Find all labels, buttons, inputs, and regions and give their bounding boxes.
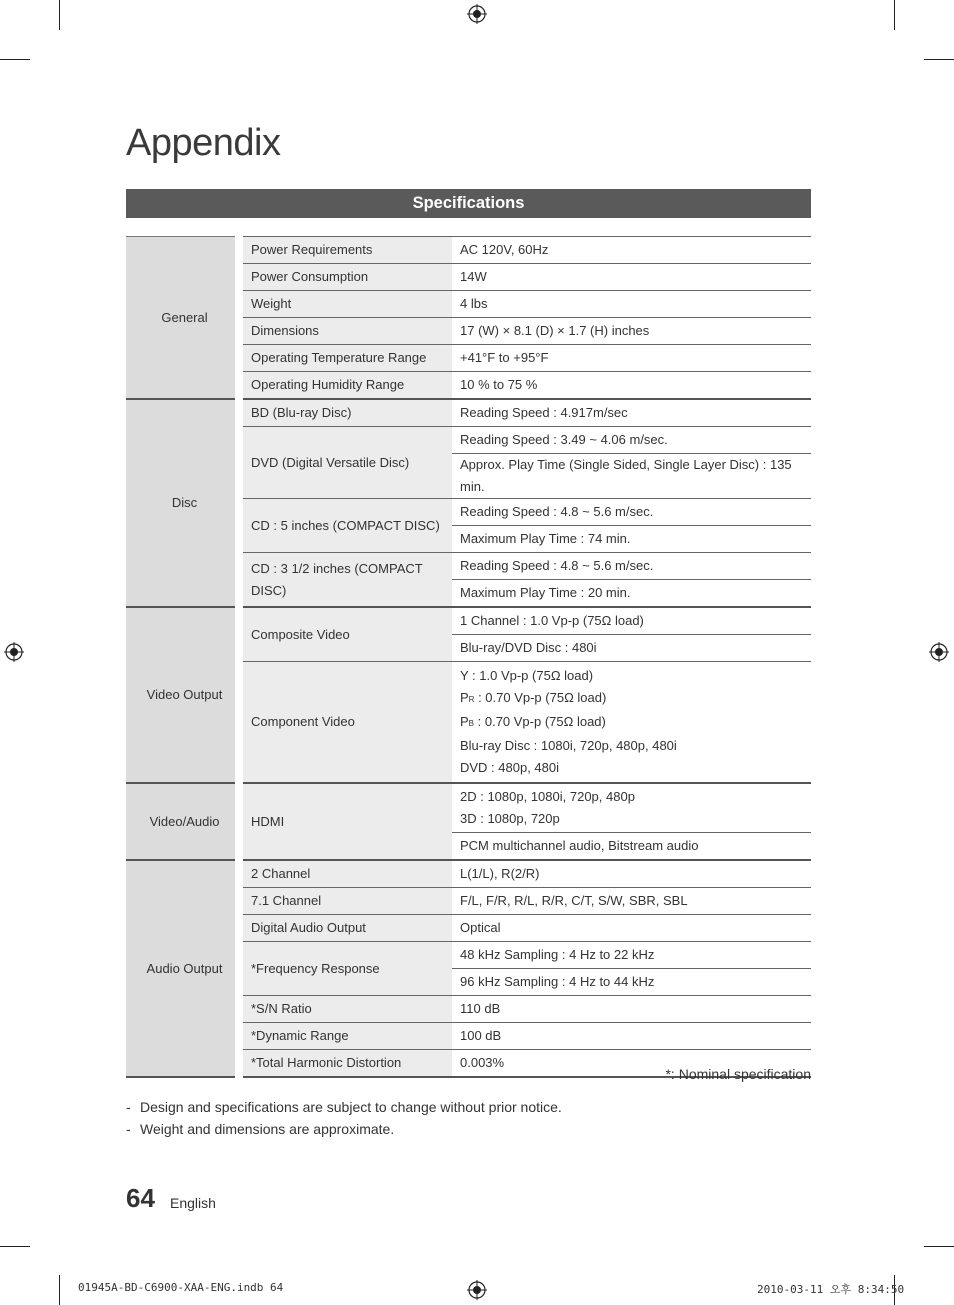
value-line: Blu-ray Disc : 1080i, 720p, 480p, 480i xyxy=(460,738,677,753)
value-line: PR : 0.70 Vp-p (75Ω load) xyxy=(460,690,607,705)
section-heading: Specifications xyxy=(126,189,811,218)
registration-mark-icon xyxy=(467,1280,487,1300)
param-cell: 7.1 Channel xyxy=(243,888,452,915)
param-cell: Digital Audio Output xyxy=(243,915,452,942)
value-line: PB : 0.70 Vp-p (75Ω load) xyxy=(460,714,606,729)
table-row xyxy=(126,860,811,888)
value-cell: Maximum Play Time : 74 min. xyxy=(452,526,811,553)
param-cell: *Frequency Response xyxy=(243,942,452,996)
dash-marker: - xyxy=(126,1121,131,1137)
value-cell: Maximum Play Time : 20 min. xyxy=(452,580,811,608)
note-text: Weight and dimensions are approximate. xyxy=(140,1121,395,1137)
crop-mark xyxy=(59,1275,60,1305)
value-cell: 14W xyxy=(452,264,811,291)
crop-mark xyxy=(0,59,30,60)
param-cell: *Total Harmonic Distortion xyxy=(243,1050,452,1078)
param-cell: Operating Humidity Range xyxy=(243,372,452,400)
table-row xyxy=(126,237,811,264)
note-text: Design and specifications are subject to change without prior notice. xyxy=(140,1099,562,1115)
value-cell: PCM multichannel audio, Bitstream audio xyxy=(452,833,811,861)
value-line: DVD : 480p, 480i xyxy=(460,760,560,775)
crop-mark xyxy=(0,1246,30,1247)
dash-marker: - xyxy=(126,1099,131,1115)
category-cell: Video/Audio xyxy=(126,783,235,860)
registration-mark-icon xyxy=(467,4,487,24)
footnote: *: Nominal specification xyxy=(665,1066,811,1082)
specifications-table xyxy=(126,236,811,1078)
table-row xyxy=(126,783,811,833)
param-cell: BD (Blu-ray Disc) xyxy=(243,399,452,427)
crop-mark xyxy=(924,59,954,60)
list-item xyxy=(126,1096,562,1118)
value-line: 3D : 1080p, 720p xyxy=(460,811,560,826)
param-cell: 2 Channel xyxy=(243,860,452,888)
crop-mark xyxy=(894,0,895,30)
value-cell: Optical xyxy=(452,915,811,942)
value-cell: 48 kHz Sampling : 4 Hz to 22 kHz xyxy=(452,942,811,969)
page-language: English xyxy=(170,1195,216,1211)
param-cell: *S/N Ratio xyxy=(243,996,452,1023)
value-cell xyxy=(452,783,811,833)
value-cell: Reading Speed : 4.8 ~ 5.6 m/sec. xyxy=(452,499,811,526)
page-title: Appendix xyxy=(126,122,281,164)
crop-mark xyxy=(924,1246,954,1247)
param-cell: HDMI xyxy=(243,783,452,860)
value-cell: 96 kHz Sampling : 4 Hz to 44 kHz xyxy=(452,969,811,996)
file-slug: 01945A-BD-C6900-XAA-ENG.indb 64 xyxy=(78,1281,284,1294)
param-cell: Composite Video xyxy=(243,607,452,662)
param-cell: CD : 3 1/2 inches (COMPACT DISC) xyxy=(243,553,452,608)
value-cell: F/L, F/R, R/L, R/R, C/T, S/W, SBR, SBL xyxy=(452,888,811,915)
value-cell: Approx. Play Time (Single Sided, Single Layer Disc) : 135 min. xyxy=(452,454,811,499)
param-cell: Operating Temperature Range xyxy=(243,345,452,372)
value-cell xyxy=(452,662,811,784)
registration-mark-icon xyxy=(929,642,949,662)
page-number: 64 xyxy=(126,1183,155,1213)
param-cell: Power Requirements xyxy=(243,237,452,264)
value-line: 2D : 1080p, 1080i, 720p, 480p xyxy=(460,789,635,804)
value-cell: Blu-ray/DVD Disc : 480i xyxy=(452,635,811,662)
param-cell: CD : 5 inches (COMPACT DISC) xyxy=(243,499,452,553)
value-cell: Reading Speed : 3.49 ~ 4.06 m/sec. xyxy=(452,427,811,454)
param-cell: Component Video xyxy=(243,662,452,784)
param-cell: DVD (Digital Versatile Disc) xyxy=(243,427,452,499)
value-cell: 0.003% xyxy=(452,1050,811,1078)
category-cell: Audio Output xyxy=(126,860,235,1077)
table-row xyxy=(126,399,811,427)
value-cell: 17 (W) × 8.1 (D) × 1.7 (H) inches xyxy=(452,318,811,345)
param-cell: Power Consumption xyxy=(243,264,452,291)
value-cell: Reading Speed : 4.8 ~ 5.6 m/sec. xyxy=(452,553,811,580)
crop-mark xyxy=(59,0,60,30)
value-cell: 4 lbs xyxy=(452,291,811,318)
category-cell: General xyxy=(126,237,235,400)
value-cell: +41°F to +95°F xyxy=(452,345,811,372)
value-cell: 10 % to 75 % xyxy=(452,372,811,400)
value-cell: 1 Channel : 1.0 Vp-p (75Ω load) xyxy=(452,607,811,635)
param-cell: Dimensions xyxy=(243,318,452,345)
value-cell: Reading Speed : 4.917m/sec xyxy=(452,399,811,427)
param-cell: *Dynamic Range xyxy=(243,1023,452,1050)
category-cell: Video Output xyxy=(126,607,235,783)
registration-mark-icon xyxy=(4,642,24,662)
table-row xyxy=(126,607,811,635)
value-cell: L(1/L), R(2/R) xyxy=(452,860,811,888)
value-cell: 100 dB xyxy=(452,1023,811,1050)
date-slug: 2010-03-11 오후 8:34:50 xyxy=(757,1283,905,1296)
value-cell: 110 dB xyxy=(452,996,811,1023)
value-cell: AC 120V, 60Hz xyxy=(452,237,811,264)
notes-list xyxy=(126,1096,562,1140)
category-cell: Disc xyxy=(126,399,235,607)
param-cell: Weight xyxy=(243,291,452,318)
list-item xyxy=(126,1118,562,1140)
value-line: Y : 1.0 Vp-p (75Ω load) xyxy=(460,668,594,683)
